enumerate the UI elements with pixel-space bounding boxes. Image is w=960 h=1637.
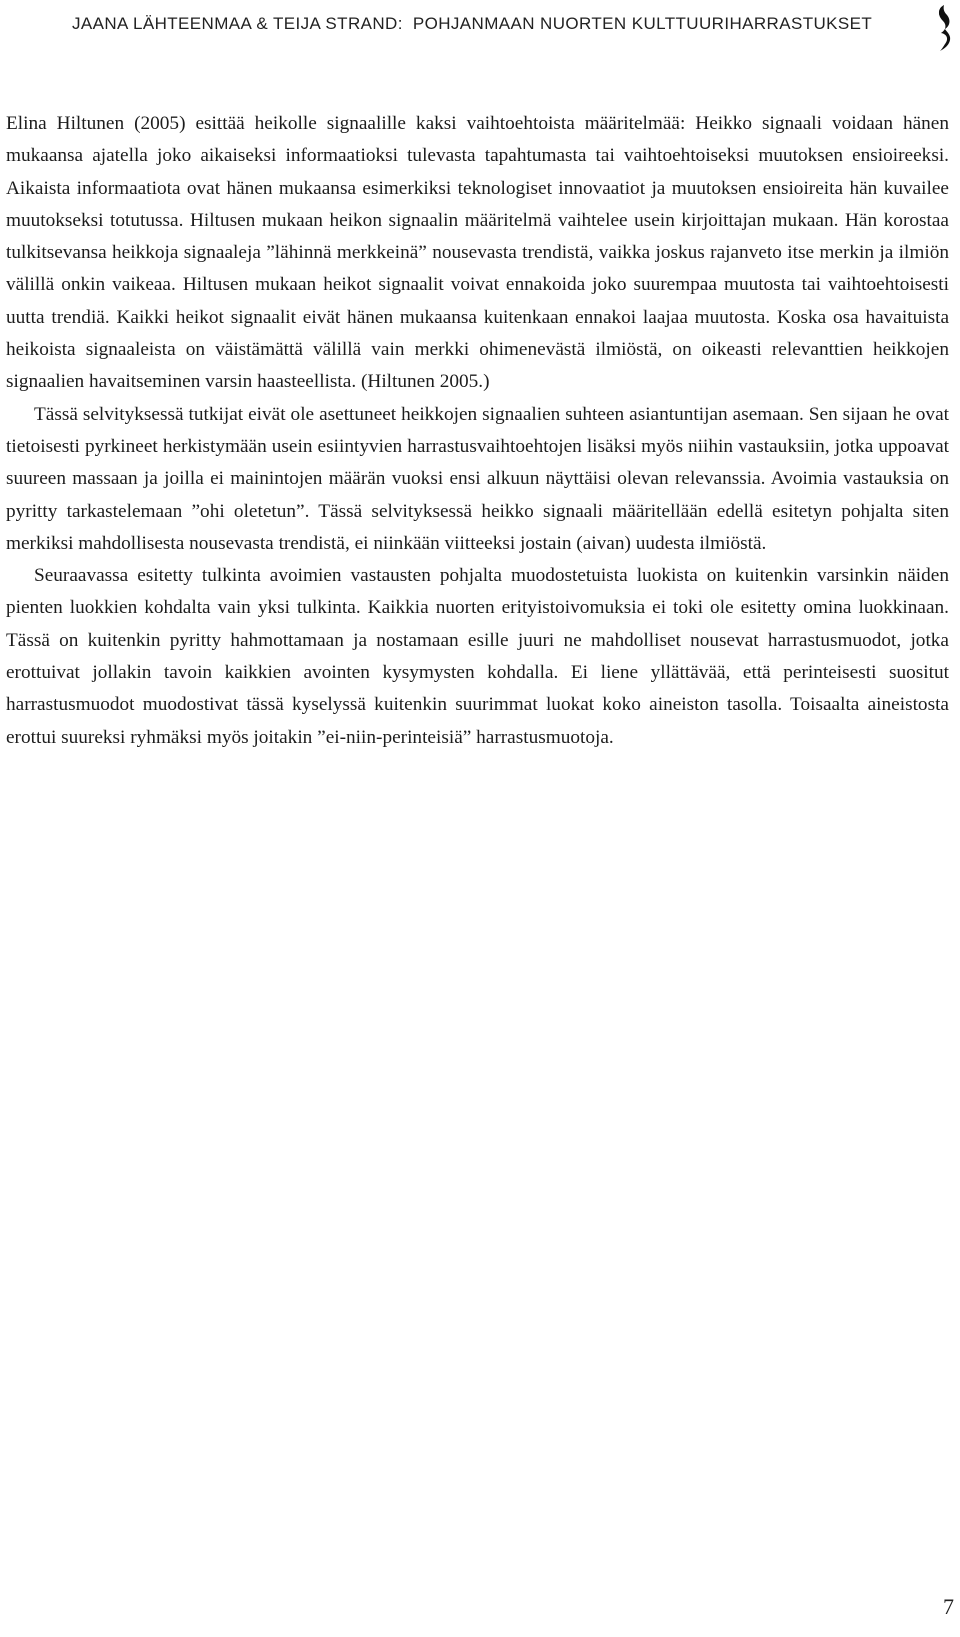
paragraph: Seuraavassa esitetty tulkinta avoimien vastausten pohjalta muodostetuista luokista on kuitenkin varsinkin näiden pienten luokkien kohdalta vain yksi tulkinta. Kaikkia nuorten erityistoivomuksia ei toki ole esitetty omina luokkinaan. Tässä on kuitenkin pyritty hahmottamaan ja nostamaan esille juuri ne mahdolliset nousevat harrastusmuodot, jotka erottuivat jollakin tavoin kaikkien avointen kysymysten kohdalla. Ei liene yllättävää, että perinteisesti suositut harrastusmuodot muodostivat tässä kyselyssä kuitenkin suurimmat luokat koko aineiston tasolla. Toisaalta aineistosta erottui suureksi ryhmäksi myös joitakin ”ei-niin-perinteisiä” harrastusmuotoja.: [6, 565, 949, 748]
swash-ornament-icon: [932, 2, 954, 52]
page-number: 7: [943, 1594, 954, 1619]
paragraph: Elina Hiltunen (2005) esittää heikolle signaalille kaksi vaihtoehtoista määritelmää: Heikko signaali voidaan hänen mukaansa ajatella joko aikaiseksi informaatioksi tulevasta tapahtumasta tai vaihtoehtoiseksi muutoksen ensioireeksi. Aikaista informaatiota ovat hänen mukaansa esimerkiksi teknologiset innovaatiot ja muutoksen ensioireita hän kuvailee muutokseksi totutussa. Hiltusen mukaan heikon signaalin määritelmä vaihtelee usein kirjoittajan mukaan. Hän korostaa tulkitsevansa heikkoja signaaleja ”lähinnä merkkeinä” nousevasta trendistä, vaikka joskus rajanveto itse merkin ja ilmiön välillä onkin vaikeaa. Hiltusen mukaan heikot signaalit voivat ennakoida joko suurempaa muutosta tai vaihtoehtoisesti uutta trendiä. Kaikki heikot signaalit eivät hänen mukaansa kuitenkaan ennakoi laajaa muutosta. Koska osa havaituista heikoista signaaleista on väistämättä välillä vain merkki ohimenevästä ilmiöstä, on oikeasti relevanttien heikkojen signaalien havaitseminen varsin haasteellista. (Hiltunen 2005.): [6, 113, 949, 393]
paragraph: Tässä selvityksessä tutkijat eivät ole asettuneet heikkojen signaalien suhteen asiantuntijan asemaan. Sen sijaan he ovat tietoisesti pyrkineet herkistymään usein esiintyvien harrastusvaihtoehtojen lisäksi myös niihin vastauksiin, jotka uppoavat suureen massaan ja joilla ei mainintojen määrän vuoksi ensi alkuun näyttäisi olevan relevanssia. Avoimia vastauksia on pyritty tarkastelemaan ”ohi oletetun”. Tässä selvityksessä heikko signaali määritellään edellä esitetyn pohjalta siten merkiksi mahdollisesta nousevasta trendistä, ei niinkään viitteeksi jostain (aivan) uudesta ilmiöstä.: [6, 403, 949, 554]
running-head-authors: JAANA LÄHTEENMAA & TEIJA STRAND:: [72, 14, 403, 33]
running-head-title: POHJANMAAN NUORTEN KULTTUURIHARRASTUKSET: [412, 14, 873, 33]
body-text: [6, 108, 949, 754]
running-head: [72, 14, 912, 34]
